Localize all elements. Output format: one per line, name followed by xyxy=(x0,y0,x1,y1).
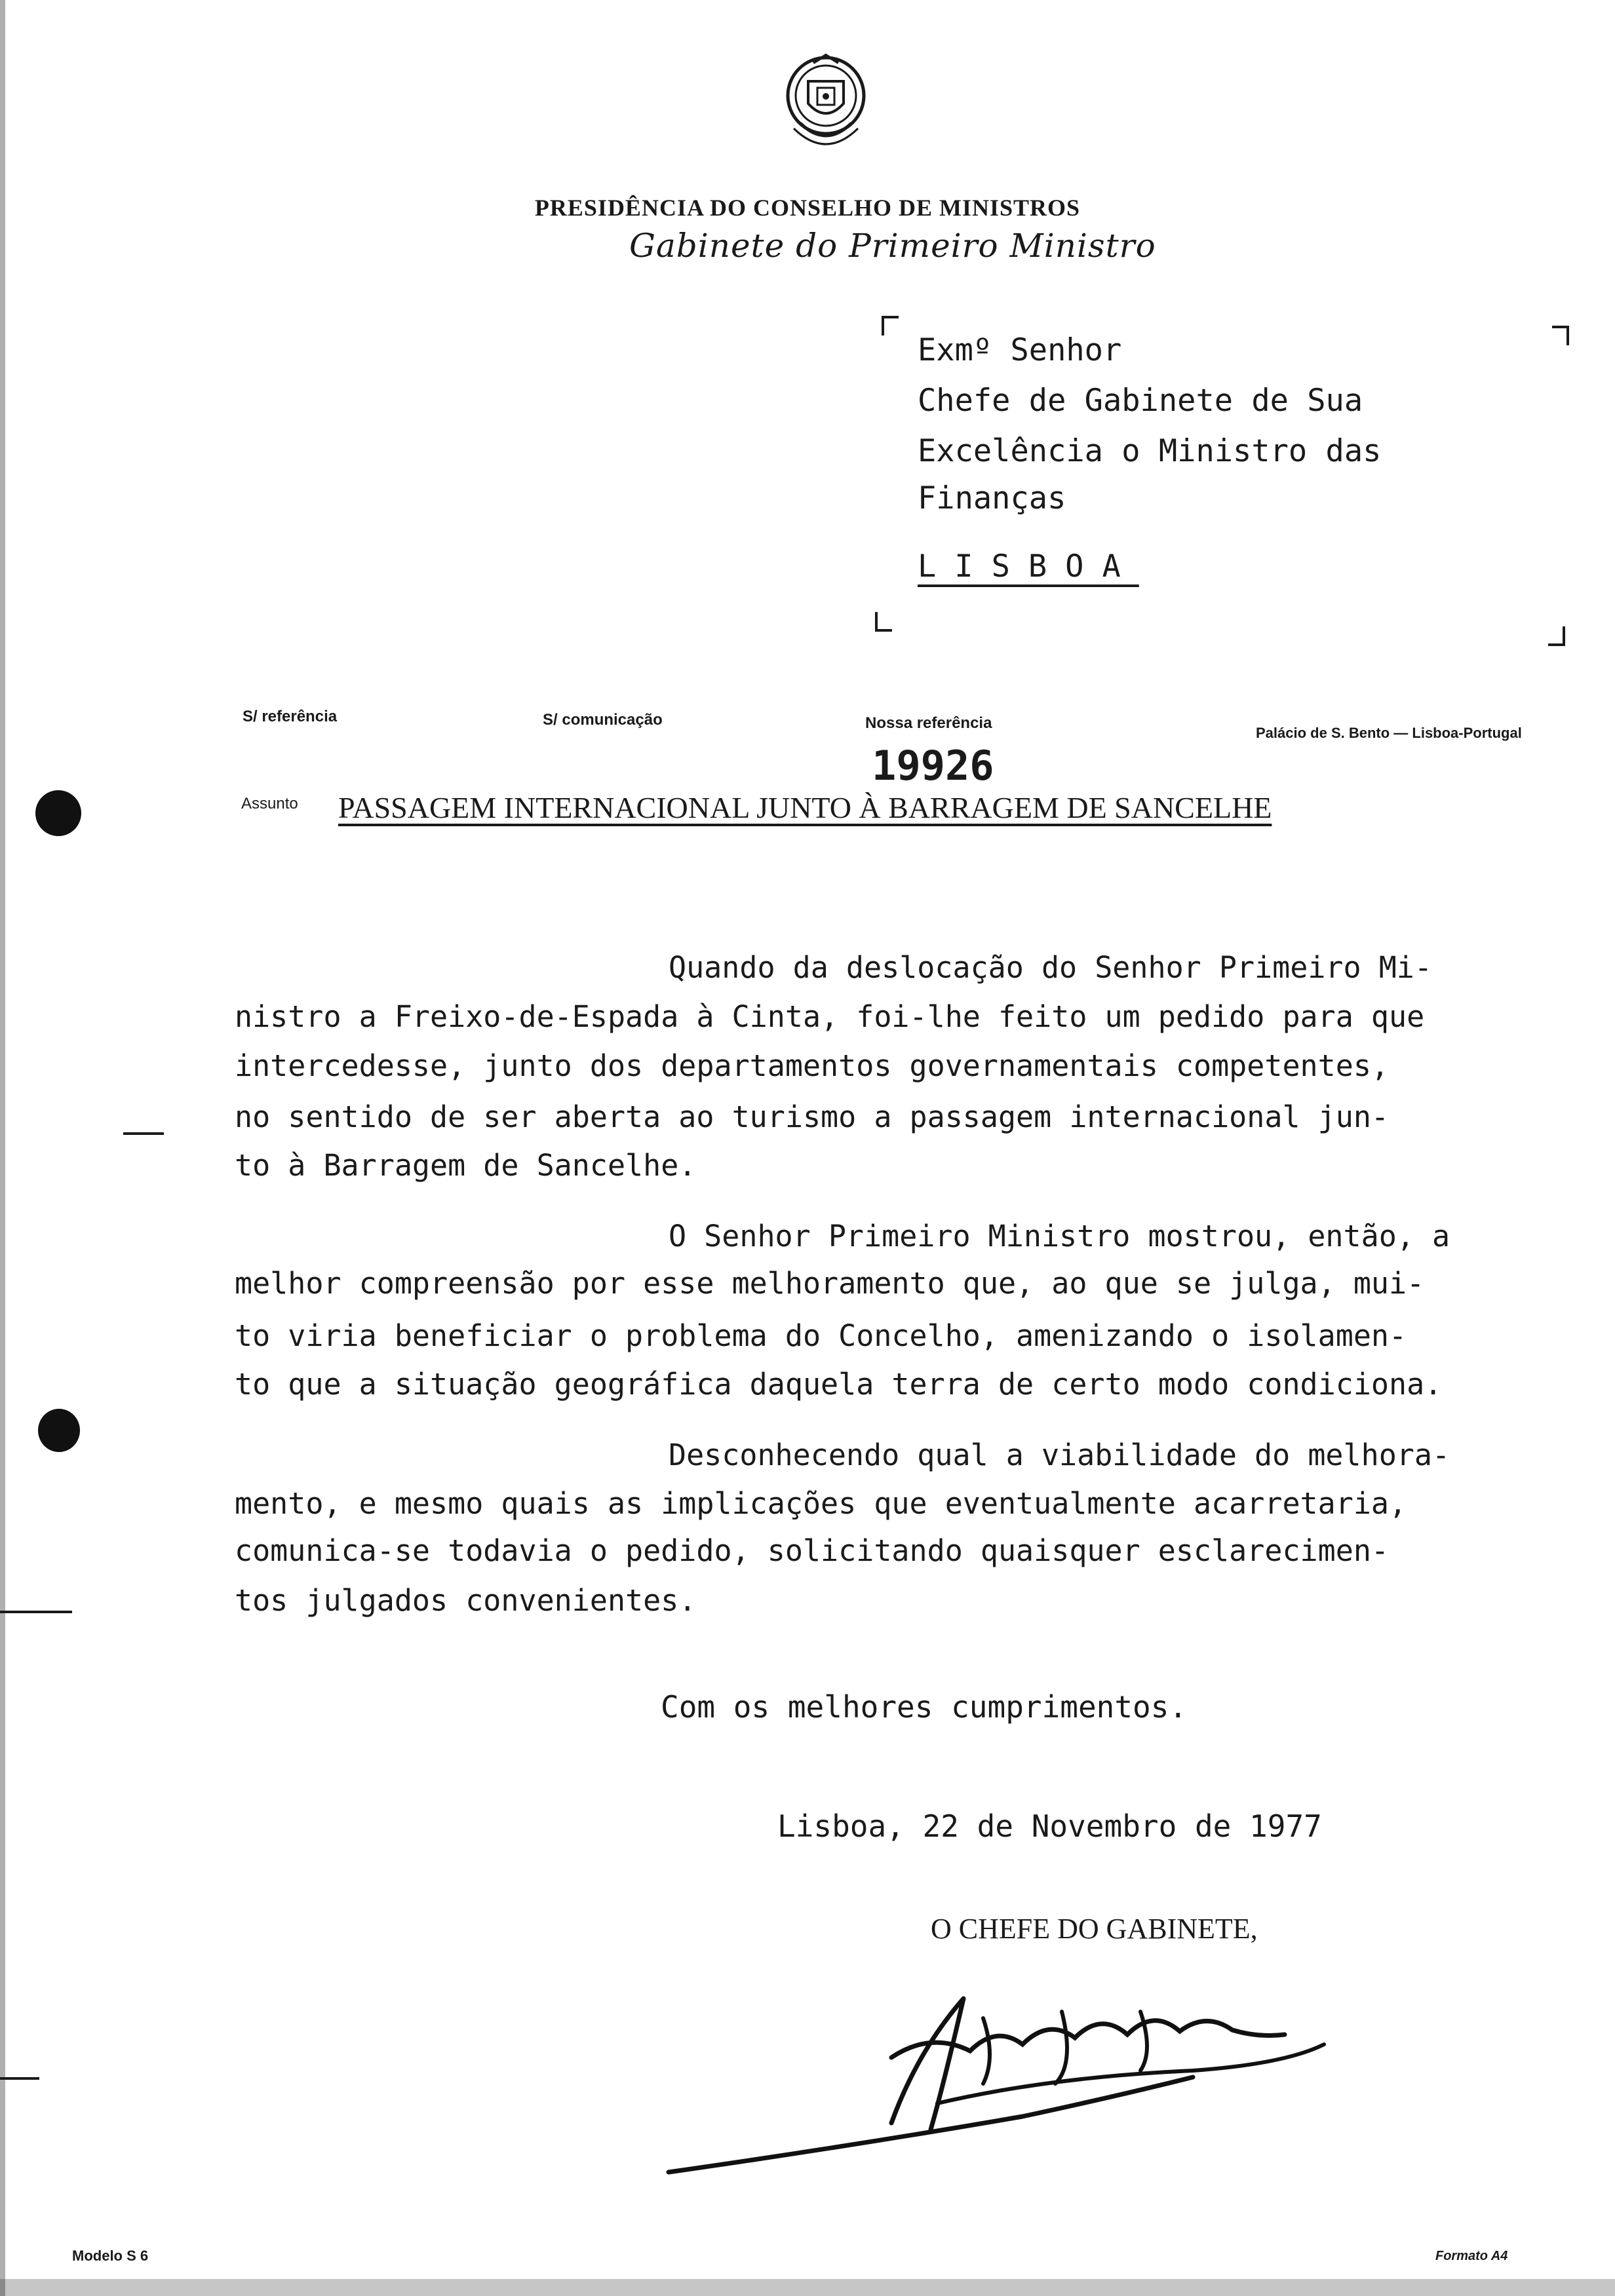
address-bracket-top-left xyxy=(882,316,899,335)
recipient-line: Excelência o Ministro das xyxy=(918,433,1382,469)
signatory-title: O CHEFE DO GABINETE, xyxy=(931,1913,1258,1945)
body-line: tos julgados convenientes. xyxy=(235,1583,697,1618)
body-line: nistro a Freixo-de-Espada à Cinta, foi-lhe feito um pedido para que xyxy=(235,999,1425,1034)
handwritten-signature xyxy=(655,1972,1363,2189)
address-bracket-bottom-left xyxy=(875,612,892,632)
bottom-edge-shadow xyxy=(0,2279,1615,2296)
body-line: O Senhor Primeiro Ministro mostrou, então, a xyxy=(669,1219,1450,1253)
form-model-label: Modelo S 6 xyxy=(72,2248,149,2264)
body-line: to à Barragem de Sancelhe. xyxy=(235,1148,697,1183)
location-label: Palácio de S. Bento — Lisboa-Portugal xyxy=(1256,725,1522,741)
body-line: comunica-se todavia o pedido, solicitando quaisquer esclarecimen- xyxy=(235,1533,1389,1568)
ministry-title: PRESIDÊNCIA DO CONSELHO DE MINISTROS xyxy=(534,195,1081,221)
your-communication-label: S/ comunicação xyxy=(543,711,663,729)
left-edge-shadow xyxy=(0,0,5,2296)
body-line: mento, e mesmo quais as implicações que eventualmente acarretaria, xyxy=(235,1486,1407,1521)
body-line: intercedesse, junto dos departamentos governamentais competentes, xyxy=(235,1048,1389,1083)
body-line: no sentido de ser aberta ao turismo a passagem internacional jun- xyxy=(235,1100,1389,1134)
closing-salutation: Com os melhores cumprimentos. xyxy=(661,1689,1188,1725)
our-reference-label: Nossa referência xyxy=(865,714,992,732)
margin-mark xyxy=(123,1132,164,1135)
address-bracket-bottom-right xyxy=(1548,626,1565,646)
office-subtitle: Gabinete do Primeiro Ministro xyxy=(629,227,1156,265)
recipient-city: LISBOA xyxy=(918,548,1139,584)
your-reference-label: S/ referência xyxy=(243,708,338,725)
date-line: Lisboa, 22 de Novembro de 1977 xyxy=(777,1808,1322,1844)
body-line: to viria beneficiar o problema do Concelho, amenizando o isolamen- xyxy=(235,1318,1407,1353)
punch-hole-mark xyxy=(35,790,81,836)
recipient-line: Chefe de Gabinete de Sua xyxy=(918,383,1363,419)
coat-of-arms-seal-icon xyxy=(774,50,878,163)
margin-mark xyxy=(0,2077,39,2080)
subject-label: Assunto xyxy=(241,795,298,813)
margin-mark xyxy=(0,1611,72,1613)
recipient-line: Finanças xyxy=(918,480,1066,516)
body-line: to que a situação geográfica daquela terra de certo modo condiciona. xyxy=(235,1367,1443,1402)
body-line: Quando da deslocação do Senhor Primeiro Mi- xyxy=(669,950,1432,985)
body-line: melhor compreensão por esse melhoramento que, ao que se julga, mui- xyxy=(235,1266,1425,1301)
form-format-label: Formato A4 xyxy=(1435,2249,1508,2263)
subject-text: PASSAGEM INTERNACIONAL JUNTO À BARRAGEM DE SANCELHE xyxy=(338,791,1272,824)
our-reference-number: 19926 xyxy=(872,742,994,790)
body-line: Desconhecendo qual a viabilidade do melhora- xyxy=(669,1438,1450,1472)
address-bracket-top-right xyxy=(1552,326,1569,345)
punch-hole-mark xyxy=(38,1409,80,1452)
recipient-line: Exmº Senhor xyxy=(918,332,1122,368)
